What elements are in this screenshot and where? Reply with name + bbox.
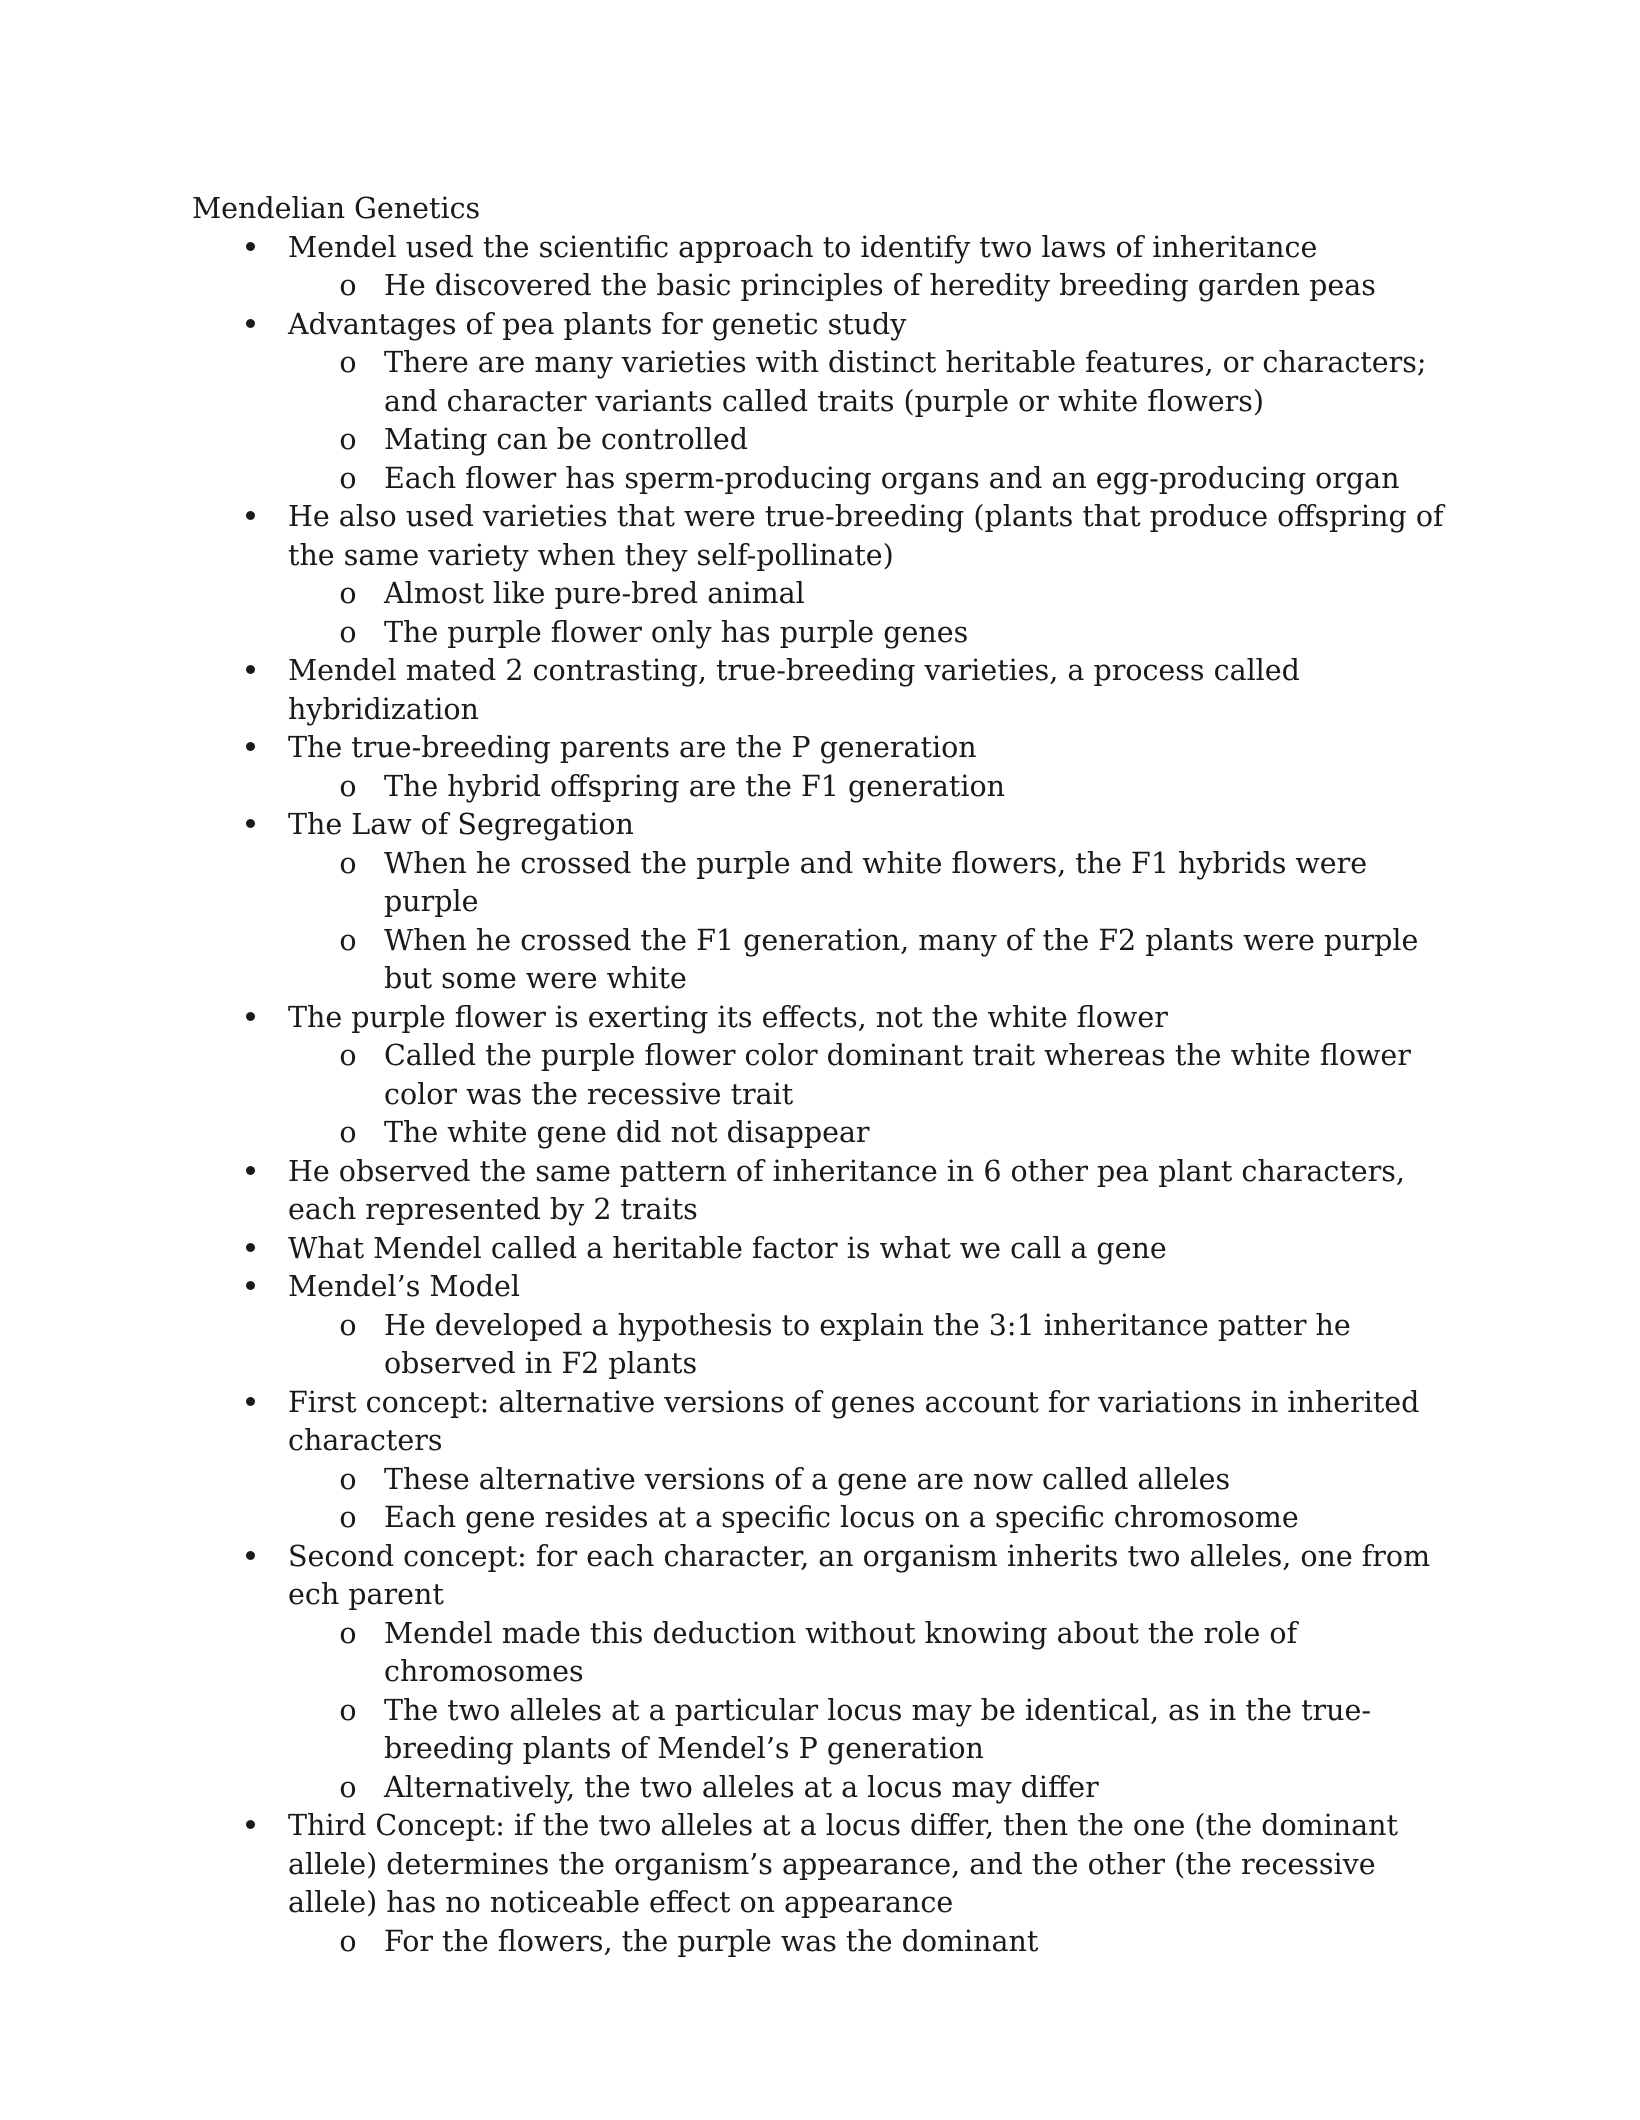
hollow-bullet-icon: o xyxy=(339,577,357,610)
list-item xyxy=(192,1538,1452,1808)
list-item-text: What Mendel called a heritable factor is what we call a gene xyxy=(288,1231,1167,1265)
sub-list xyxy=(288,344,1452,498)
sub-list-item-text: The white gene did not disappear xyxy=(384,1116,870,1149)
list-item xyxy=(192,729,1452,806)
sub-list-item xyxy=(192,614,1452,653)
sub-list-item xyxy=(192,1615,1452,1692)
sub-list xyxy=(288,575,1452,652)
sub-list-item-text: The hybrid offspring are the F1 generation xyxy=(384,769,1005,803)
document-title: Mendelian Genetics xyxy=(192,192,481,225)
sub-list-item xyxy=(192,1461,1452,1500)
hollow-bullet-icon: o xyxy=(339,461,357,495)
hollow-bullet-icon: o xyxy=(339,423,357,456)
sub-list-item xyxy=(192,267,1452,306)
bullet-dot-icon xyxy=(240,806,260,845)
sub-list xyxy=(288,267,1452,306)
sub-list-item xyxy=(192,460,1452,499)
hollow-bullet-icon: o xyxy=(339,1616,357,1650)
sub-list-item-text: Alternatively, the two alleles at a locus may differ xyxy=(384,1770,1099,1804)
list-item xyxy=(192,806,1452,999)
sub-list xyxy=(288,768,1452,807)
list-item xyxy=(192,306,1452,499)
list-item xyxy=(192,999,1452,1153)
sub-list-item xyxy=(192,1037,1452,1114)
sub-list-item xyxy=(192,922,1452,999)
list-item xyxy=(192,1807,1452,1961)
list-item xyxy=(192,1384,1452,1538)
list-item-text: Third Concept: if the two alleles at a locus differ, then the one (the dominant allele) determines the organism’s appearance, and the other (the recessive allele) has no noticeable effect on appearance xyxy=(288,1809,1398,1919)
sub-list-item-text: These alternative versions of a gene are now called alleles xyxy=(384,1462,1231,1496)
sub-list-item xyxy=(192,1769,1452,1808)
bullet-dot-icon xyxy=(240,1230,260,1269)
list-item xyxy=(192,1230,1452,1269)
sub-list-item-text: Almost like pure-bred animal xyxy=(384,577,805,610)
bullet-dot-icon xyxy=(240,1153,260,1192)
bullet-dot-icon xyxy=(240,1538,260,1577)
sub-list-item-text: Mating can be controlled xyxy=(384,423,748,456)
hollow-bullet-icon: o xyxy=(339,846,357,880)
sub-list-item xyxy=(192,344,1452,421)
list-item xyxy=(192,1153,1452,1230)
sub-list xyxy=(288,1461,1452,1538)
list-item xyxy=(192,229,1452,306)
hollow-bullet-icon: o xyxy=(339,269,357,302)
sub-list-item-text: For the flowers, the purple was the dominant xyxy=(384,1924,1039,1958)
hollow-bullet-icon: o xyxy=(339,1693,357,1727)
sub-list-item xyxy=(192,845,1452,922)
hollow-bullet-icon: o xyxy=(339,1116,357,1149)
list-item-text: Second concept: for each character, an organism inherits two alleles, one from ech parent xyxy=(288,1539,1431,1611)
bullet-dot-icon xyxy=(240,729,260,768)
list-item-text: Mendel mated 2 contrasting, true-breeding varieties, a process called hybridization xyxy=(288,654,1300,726)
hollow-bullet-icon: o xyxy=(339,346,357,379)
sub-list xyxy=(288,1615,1452,1808)
sub-list-item-text: Called the purple flower color dominant trait whereas the white flower color was the recessive trait xyxy=(384,1039,1411,1111)
sub-list-item xyxy=(192,1114,1452,1153)
hollow-bullet-icon: o xyxy=(339,1039,357,1072)
list-item xyxy=(192,1268,1452,1384)
bullet-dot-icon xyxy=(240,306,260,345)
bullet-dot-icon xyxy=(240,1807,260,1846)
list-item-text: The purple flower is exerting its effects, not the white flower xyxy=(288,1000,1168,1034)
bullet-dot-icon xyxy=(240,1268,260,1307)
list-item-text: First concept: alternative versions of genes account for variations in inherited characters xyxy=(288,1385,1420,1457)
bullet-dot-icon xyxy=(240,498,260,537)
sub-list-item xyxy=(192,575,1452,614)
sub-list xyxy=(288,1307,1452,1384)
sub-list-item-text: There are many varieties with distinct heritable features, or characters; and character variants called traits (purple or white flowers) xyxy=(384,346,1427,418)
sub-list-item xyxy=(192,1923,1452,1962)
sub-list-item-text: The two alleles at a particular locus may be identical, as in the true-breeding plants of Mendel’s P generation xyxy=(384,1693,1372,1765)
list-item xyxy=(192,498,1452,652)
hollow-bullet-icon: o xyxy=(339,1770,357,1804)
list-item xyxy=(192,652,1452,729)
sub-list-item xyxy=(192,1307,1452,1384)
sub-list-item-text: When he crossed the F1 generation, many of the F2 plants were purple but some were white xyxy=(384,923,1419,995)
sub-list xyxy=(288,1923,1452,1962)
hollow-bullet-icon: o xyxy=(339,1308,357,1342)
sub-list-item-text: When he crossed the purple and white flowers, the F1 hybrids were purple xyxy=(384,846,1368,918)
bullet-dot-icon xyxy=(240,652,260,691)
list-item-text: The Law of Segregation xyxy=(288,808,634,841)
bullet-dot-icon xyxy=(240,999,260,1038)
bullet-dot-icon xyxy=(240,1384,260,1423)
bullet-list xyxy=(192,229,1452,1962)
list-item-text: Mendel used the scientific approach to identify two laws of inheritance xyxy=(288,230,1318,264)
hollow-bullet-icon: o xyxy=(339,769,357,803)
sub-list-item-text: Mendel made this deduction without knowing about the role of chromosomes xyxy=(384,1616,1298,1688)
sub-list-item-text: Each flower has sperm-producing organs and an egg-producing organ xyxy=(384,461,1400,495)
sub-list xyxy=(288,1037,1452,1153)
sub-list-item xyxy=(192,1499,1452,1538)
sub-list-item-text: He developed a hypothesis to explain the 3:1 inheritance patter he observed in F2 plants xyxy=(384,1308,1351,1380)
list-item-text: He observed the same pattern of inheritance in 6 other pea plant characters, each represented by 2 traits xyxy=(288,1154,1405,1226)
hollow-bullet-icon: o xyxy=(339,923,357,957)
hollow-bullet-icon: o xyxy=(339,1501,357,1534)
hollow-bullet-icon: o xyxy=(339,1924,357,1958)
list-item-text: Advantages of pea plants for genetic study xyxy=(288,307,907,341)
sub-list-item xyxy=(192,421,1452,460)
sub-list xyxy=(288,845,1452,999)
sub-list-item-text: Each gene resides at a specific locus on a specific chromosome xyxy=(384,1501,1299,1534)
sub-list-item xyxy=(192,768,1452,807)
sub-list-item-text: He discovered the basic principles of heredity breeding garden peas xyxy=(384,269,1376,302)
sub-list-item xyxy=(192,1692,1452,1769)
hollow-bullet-icon: o xyxy=(339,615,357,649)
list-item-text: He also used varieties that were true-breeding (plants that produce offspring of the same variety when they self-pollinate) xyxy=(288,500,1444,572)
hollow-bullet-icon: o xyxy=(339,1462,357,1496)
list-item-text: The true-breeding parents are the P generation xyxy=(288,731,977,764)
bullet-dot-icon xyxy=(240,229,260,268)
sub-list-item-text: The purple flower only has purple genes xyxy=(384,615,969,649)
list-item-text: Mendel’s Model xyxy=(288,1270,520,1303)
document-body xyxy=(192,190,1452,1961)
